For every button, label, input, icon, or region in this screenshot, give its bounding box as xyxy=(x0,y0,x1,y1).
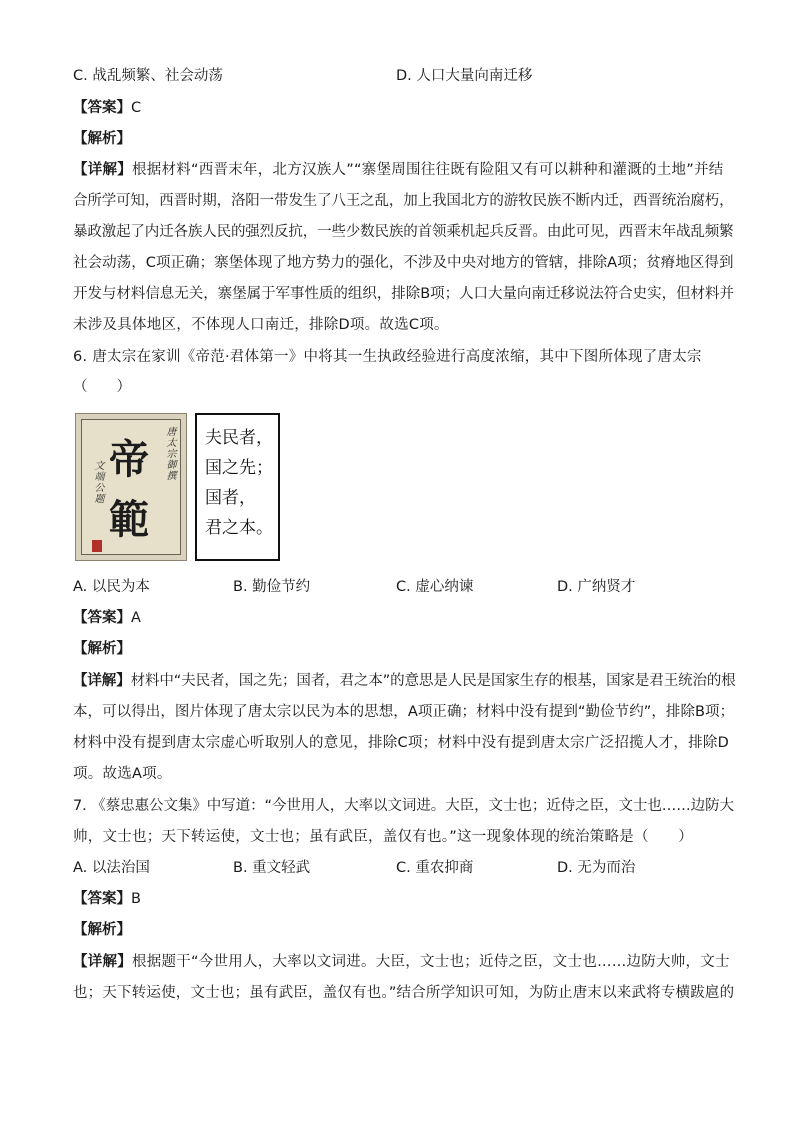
detail-text: 根据题干“今世用人，大率以文词进。大臣，文士也；近侍之臣，文士也……边防大帅，文士 xyxy=(132,954,730,970)
book-cover-frame xyxy=(81,419,181,555)
q7-option-a: A. 以法治国 xyxy=(73,860,150,876)
q6-option-c: C. 虚心纳谏 xyxy=(396,579,474,595)
quote-box xyxy=(195,413,280,561)
cover-vertical-inscription: 唐太宗御撰 xyxy=(164,426,175,481)
red-seal-stamp xyxy=(92,540,102,552)
q7-detail-line: 也；天下转运使，文士也；虽有武臣，盖仅有也。”结合所学知识可知，为防止唐末以来武将专横跋扈的 xyxy=(73,985,735,1001)
quote-line: 君之本。 xyxy=(205,518,273,538)
detail-text: 材料中“夫民者，国之先；国者，君之本”的意思是人民是国家生存的根基，国家是君王统治的根 xyxy=(130,673,736,689)
q6-detail-line: 材料中没有提到唐太宗虚心听取别人的意见，排除C项；材料中没有提到唐太宗广泛招揽人才，排除D xyxy=(73,735,730,751)
answer-value: B xyxy=(131,891,141,907)
q6-detail-line: 本，可以得出，图片体现了唐太宗以民为本的思想，A项正确；材料中没有提到“勤俭节约”，排除B项； xyxy=(73,704,735,720)
q5-detail-line xyxy=(73,160,724,180)
q6-option-d: D. 广纳贤才 xyxy=(557,579,636,595)
q5-analysis-tag: 【解析】 xyxy=(73,131,131,147)
detail-tag: 【详解】 xyxy=(73,954,132,970)
q5-detail-line: 未涉及具体地区，不体现人口南迁，排除D项。故选C项。 xyxy=(73,317,449,333)
q7-stem: 7. 《蔡忠惠公文集》中写道：“今世用人，大率以文词进。大臣，文士也；近侍之臣，文士也……边防大 xyxy=(73,798,734,814)
q5-detail-line: 暴政激起了内迁各族人民的强烈反抗，一些少数民族的首领乘机起兵反晋。由此可见，西晋末年战乱频繁 xyxy=(73,224,734,240)
q6-stem: 6. 唐太宗在家训《帝范·君体第一》中将其一生执政经验进行高度浓缩，其中下图所体现了唐太宗 xyxy=(73,349,702,365)
detail-tag: 【详解】 xyxy=(73,162,132,178)
quote-line: 国之先； xyxy=(205,458,273,478)
detail-text: 根据材料“西晋末年，北方汉族人”“寨堡周围往往既有险阻又有可以耕种和灌溉的土地”并结 xyxy=(132,162,724,178)
q7-stem: 帅，文士也；天下转运使，文士也；虽有武臣，盖仅有也。”这一现象体现的统治策略是（ ） xyxy=(73,829,694,845)
q7-option-b: B. 重文轻武 xyxy=(233,860,311,876)
q5-answer xyxy=(73,98,141,118)
quote-line: 国者， xyxy=(205,488,256,508)
answer-value: A xyxy=(131,610,141,626)
book-cover-image xyxy=(75,413,187,561)
q6-option-b: B. 勤俭节约 xyxy=(233,579,311,595)
q6-stem-blank: （ ） xyxy=(73,379,131,395)
q6-analysis-tag: 【解析】 xyxy=(73,641,131,657)
q7-detail-line xyxy=(73,952,730,972)
quote-line: 夫民者， xyxy=(205,428,273,448)
q6-detail-line xyxy=(73,671,736,691)
cover-vertical-signature: 文端公题 xyxy=(92,460,103,504)
answer-value: C xyxy=(131,100,142,116)
q6-answer xyxy=(73,608,141,628)
q7-option-d: D. 无为而治 xyxy=(557,860,636,876)
q5-detail-line: 合所学可知，西晋时期，洛阳一带发生了八王之乱，加上我国北方的游牧民族不断内迁，西晋统治腐朽， xyxy=(73,193,734,209)
detail-tag: 【详解】 xyxy=(73,673,131,689)
q6-option-a: A. 以民为本 xyxy=(73,579,150,595)
q7-answer xyxy=(73,889,141,909)
q6-detail-line: 项。故选A项。 xyxy=(73,766,172,782)
q7-option-c: C. 重农抑商 xyxy=(396,860,474,876)
answer-tag: 【答案】 xyxy=(73,891,131,907)
q5-option-d: D. 人口大量向南迁移 xyxy=(396,68,533,84)
answer-tag: 【答案】 xyxy=(73,610,131,626)
q5-detail-line: 开发与材料信息无关，寨堡属于军事性质的组织，排除B项；人口大量向南迁移说法符合史实，但材料并 xyxy=(73,286,734,302)
cover-char-fan: 範 xyxy=(109,496,149,543)
q5-detail-line: 社会动荡，C项正确；寨堡体现了地方势力的强化，不涉及中央对地方的管辖，排除A项；贫瘠地区得到 xyxy=(73,255,734,271)
answer-tag: 【答案】 xyxy=(73,100,131,116)
q7-analysis-tag: 【解析】 xyxy=(73,922,131,938)
q5-option-c: C. 战乱频繁、社会动荡 xyxy=(73,68,223,84)
cover-char-di: 帝 xyxy=(109,436,149,483)
